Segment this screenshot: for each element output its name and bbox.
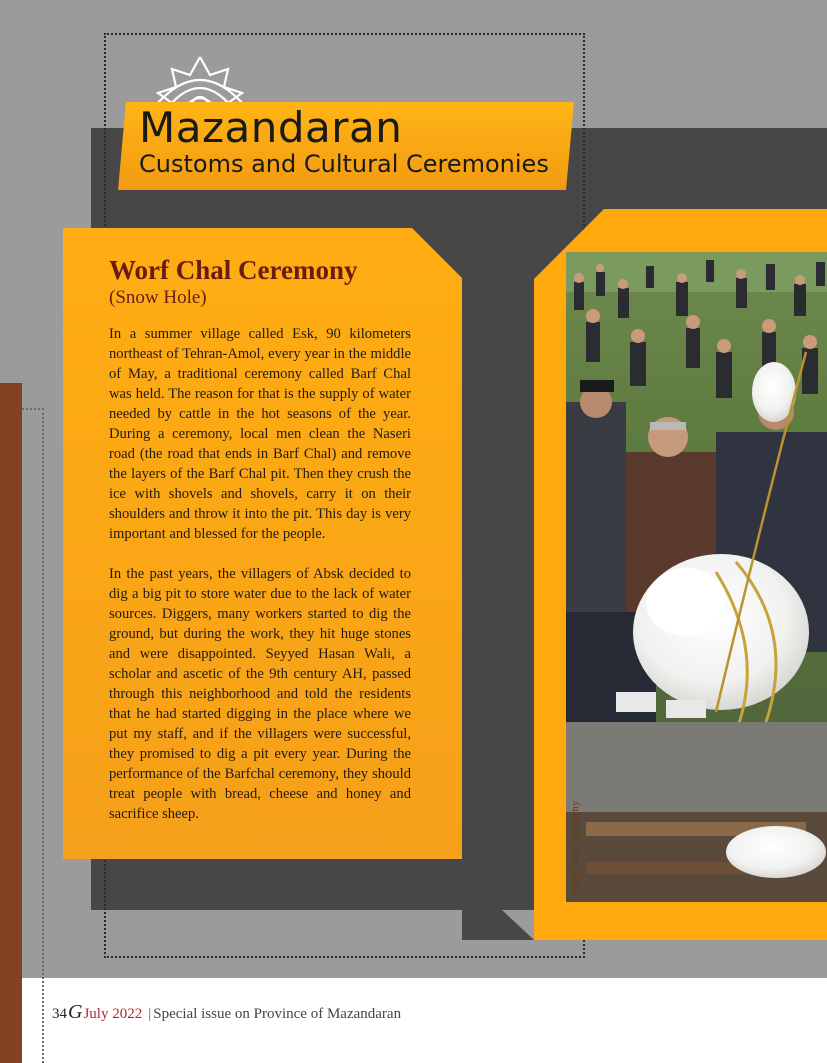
article-paragraph: In a summer village called Esk, 90 kilometers northeast of Tehran-Amol, every year in the middle of May, a traditional ceremony called Barf Chal was held. The reason for that is the supply of water needed by cattle in the hot seasons of the year. During a ceremony, local men clean the Naseri road (the road that ends in Barf Chal) and remove the layers of the Barf Chal pit. Then they crush the ice with shovels and shovels, carry it on their shoulders and throw it into the pit. This day is very important and blessed for the people. (109, 326, 411, 542)
article-paragraph: In the past years, the villagers of Absk decided to dig a big pit to store water due to the lack of water sources. Diggers, many workers started to dig the ground, but during the work, they hit huge stones and were disappointed. Seyyed Hasan Wali, a scholar and ascetic of the 9th century AH, passed through this neighborhood and told the residents that he had started digging in the place where we put my staff, and if the villagers were successful, they promised to dig a pit every year. During the performance of the Barfchal ceremony, they should treat people with bread, cheese and honey and sacrifice sheep. (109, 566, 411, 822)
issue-date: July 2022 (83, 1006, 143, 1022)
title-block (139, 104, 549, 178)
left-dotted-guide (22, 408, 44, 1063)
page-subtitle: Customs and Cultural Ceremonies (139, 150, 549, 178)
page-number: 34 (52, 1006, 67, 1022)
article-subtitle: (Snow Hole) (109, 287, 207, 308)
article (109, 254, 411, 844)
footer-separator: | (148, 1006, 152, 1022)
magazine-logo-icon: G (68, 1001, 83, 1023)
page-footer (52, 1001, 401, 1024)
photo-caption: Worf Chal Ceremony (569, 800, 581, 895)
page-title: Mazandaran (139, 103, 403, 152)
brown-side-bar (0, 383, 22, 1063)
ceremony-photo (566, 252, 827, 902)
article-title: Worf Chal Ceremony (109, 255, 358, 285)
issue-description: Special issue on Province of Mazandaran (153, 1006, 402, 1022)
